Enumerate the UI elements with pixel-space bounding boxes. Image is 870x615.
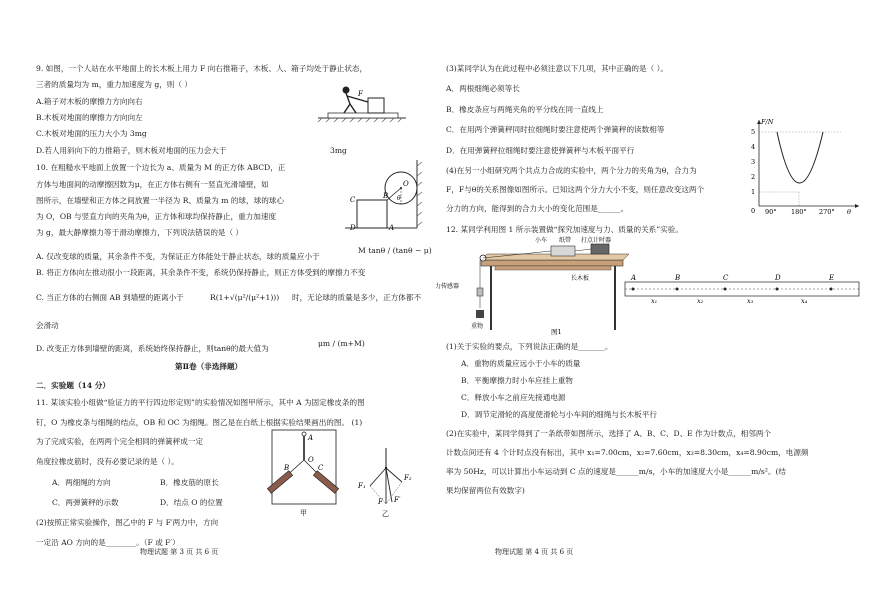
q11-jia-label-c: C bbox=[318, 464, 324, 472]
q10-option-a-formula: M tanθ / (tanθ − μ) bbox=[358, 246, 432, 255]
tape-label-b: B bbox=[675, 274, 681, 282]
q11-option-a: A．两细绳的方向 bbox=[52, 478, 111, 487]
q9-figure bbox=[318, 82, 408, 122]
q10-stem-5: 为 g，最大静摩擦力等于滑动摩擦力，下列说法错误的是（ ） bbox=[36, 228, 244, 237]
q11-part4-line2: F，F与θ的关系图像如图所示。已知这两个分力大小不变，则任意改变这两个 bbox=[446, 185, 705, 194]
tape-figure bbox=[625, 270, 861, 304]
q12-stem: 12. 某同学利用图 1 所示装置做“探究加速度与力、质量的关系”实验。 bbox=[446, 225, 683, 234]
q12-apparatus-figure bbox=[435, 237, 631, 336]
q11-part4-line3: 分力的方向，能得到的合力大小的变化范围是______。 bbox=[446, 204, 629, 213]
tape-label-e: E bbox=[829, 274, 835, 282]
q10-option-a: A. 仅改变球的质量，其余条件不变，为保证正方体能处于静止状态，球的质量应小于 bbox=[36, 252, 320, 261]
tape-label-c: C bbox=[723, 274, 729, 282]
f-theta-curve bbox=[777, 132, 823, 183]
q11-fig-yi-caption: 乙 bbox=[382, 510, 389, 518]
q11-yi-label-f1: F₁ bbox=[358, 482, 366, 490]
graph-x-tick-270: 270° bbox=[819, 208, 835, 216]
q12-part2-line1: (2)在实验中，某同学得到了一条纸带如图所示，选择了 A、B、C、D、E 作为计数点，相邻两个 bbox=[446, 429, 772, 438]
q11-yi-label-f: F bbox=[378, 498, 383, 506]
label-tape: 纸带 bbox=[559, 237, 572, 244]
q11-stem-1: 11. 某该实验小组做“验证力的平行四边形定则”的实验情况如图甲所示，其中 A 为固定橡皮条的图 bbox=[36, 398, 365, 407]
graph-x-tick-90: 90° bbox=[765, 208, 777, 216]
section-two-heading: 二．实验题（14 分） bbox=[36, 381, 110, 390]
q10-figure bbox=[345, 160, 425, 232]
q10-label-a: A bbox=[389, 224, 395, 232]
q11-figure-yi bbox=[352, 442, 422, 516]
q10-label-theta: θ bbox=[397, 195, 401, 202]
q10-option-d-formula: μm / (m+M) bbox=[318, 339, 365, 348]
q10-option-d: D. 改变正方体到墙壁的距离，系统始终保持静止，则tanθ的最大值为 bbox=[36, 344, 269, 353]
label-cart: 小车 bbox=[535, 237, 548, 244]
q12-part2-line2: 计数点间还有 4 个计时点没有标出，其中 x₁=7.00cm，x₂=7.60cm，x₃=8.30cm，x₄=8.90cm，电源频 bbox=[446, 448, 809, 457]
graph-y-tick-4: 4 bbox=[751, 143, 756, 151]
q11-jia-label-o: O bbox=[308, 456, 314, 464]
graph-y-tick-1: 1 bbox=[751, 188, 756, 196]
q9-option-a: A.箱子对木板的摩擦力方向向右 bbox=[36, 97, 143, 106]
q11-stem-4: 角度拉橡皮筋时，没有必要记录的是（ ）。 bbox=[36, 457, 179, 466]
q9-stem-2: 三者的质量均为 m，重力加速度为 g，则（ ） bbox=[36, 80, 192, 89]
q11-figure-jia bbox=[264, 428, 344, 516]
q9-stem-1: 9. 如图，一个人站在水平地面上的长木板上用力 F 向右推箱子，木板、人、箱子均处于静止状态， bbox=[36, 64, 368, 73]
q10-label-b: B bbox=[383, 192, 389, 200]
q11-part3-option-c: C．在用两个弹簧秤同时拉细绳时要注意使两个弹簧秤的读数相等 bbox=[446, 125, 665, 134]
q11-part3-option-d: D．在用弹簧秤拉细绳时要注意使弹簧秤与木板平面平行 bbox=[446, 146, 635, 155]
q12-part2-line3: 率为 50Hz，可以计算出小车运动到 C 点的速度是______m/s，小车的加速度大小是______m/s²。(结 bbox=[446, 467, 787, 476]
f-theta-graph bbox=[743, 116, 863, 216]
q11-part2-line1: (2)按照正常实验操作，图乙中的 F 与 F′两力中，方向 bbox=[36, 518, 219, 527]
graph-y-tick-2: 2 bbox=[751, 173, 756, 181]
q11-part3-option-b: B．橡皮条应与两绳夹角的平分线在同一直线上 bbox=[446, 105, 604, 114]
q11-stem-2: 钉，O 为橡皮条与细绳的结点，OB 和 OC 为细绳。图乙是在白纸上根据实验结果画出的图。 (1) bbox=[36, 418, 363, 427]
q9-option-c: C.木板对地面的压力大小为 3mg bbox=[36, 129, 147, 138]
q9-option-b: B.木板对地面的摩擦力方向向左 bbox=[36, 113, 143, 122]
label-plank: 长木板 bbox=[571, 275, 590, 282]
q10-stem-1: 10. 在粗糙水平地面上放置一个边长为 a、质量为 M 的正方体 ABCD，正 bbox=[36, 163, 286, 172]
q11-option-d: D．结点 O 的位置 bbox=[160, 498, 223, 507]
q10-option-c-wrap: 会滑动 bbox=[36, 321, 59, 330]
q11-fig-jia-caption: 甲 bbox=[300, 509, 307, 517]
q11-part2-line2: 一定沿 AO 方向的是________。（F 或 F′） bbox=[36, 538, 180, 547]
tape-x1: x₁ bbox=[651, 297, 658, 305]
tape-label-a: A bbox=[631, 274, 637, 282]
q9-force-label: F bbox=[358, 90, 363, 98]
graph-x-tick-180: 180° bbox=[791, 208, 807, 216]
fig1-caption: 图1 bbox=[551, 328, 562, 336]
part-two-heading: 第Ⅱ卷（非选择题） bbox=[175, 362, 243, 371]
q11-part3-option-a: A．两根细绳必须等长 bbox=[446, 84, 520, 93]
q10-option-c: C. 当正方体的右侧面 AB 到墙壁的距离小于 bbox=[36, 293, 184, 302]
tape-x2: x₂ bbox=[697, 297, 704, 305]
tape-x4: x₄ bbox=[801, 297, 808, 305]
label-timer: 打点计时器 bbox=[581, 237, 612, 244]
graph-y-label: F/N bbox=[761, 118, 774, 126]
left-footer: 物理试题 第 3 页 共 6 页 bbox=[140, 548, 219, 556]
graph-x-label: θ bbox=[847, 208, 851, 216]
q12-part1-stem: (1)关于实验的要点，下列说法正确的是_______。 bbox=[446, 342, 613, 351]
q11-yi-label-fprime: F′ bbox=[394, 496, 401, 504]
q12-option-a: A．重物的质量应远小于小车的质量 bbox=[461, 359, 581, 368]
q9-option-d-tail: 3mg bbox=[330, 146, 347, 155]
tape-label-d: D bbox=[775, 274, 781, 282]
q10-label-d: D bbox=[350, 224, 356, 232]
q10-label-c: C bbox=[350, 196, 356, 204]
q11-jia-label-b: B bbox=[284, 464, 290, 472]
q10-label-o: O bbox=[403, 180, 409, 188]
q12-option-b: B．平衡摩擦力时小车应挂上重物 bbox=[461, 376, 573, 385]
q12-option-c: C．释放小车之前应先接通电源 bbox=[461, 393, 566, 402]
q11-jia-label-a: A bbox=[308, 434, 314, 442]
q10-stem-4: 为 O，OB 与竖直方向的夹角为θ，正方体和球均保持静止，重力加速度 bbox=[36, 212, 277, 221]
q10-stem-3: 图所示，在墙壁和正方体之间放置一半径为 R、质量为 m 的球，球的球心 bbox=[36, 196, 284, 205]
q10-stem-2: 方体与地面间的动摩擦因数为μ，在正方体右侧有一竖直光滑墙壁，如 bbox=[36, 180, 269, 189]
q11-stem-3: 为了完成实验，在两两个完全相同的弹簧秤成一定 bbox=[36, 437, 204, 446]
q12-option-d: D．调节定滑轮的高度使滑轮与小车间的细绳与长木板平行 bbox=[461, 410, 657, 419]
q11-part4-line1: (4)在另一小组研究两个共点力合成的实验中，两个分力的夹角为θ，合力为 bbox=[446, 166, 697, 175]
q11-yi-label-f2: F₂ bbox=[404, 474, 412, 482]
right-page bbox=[435, 0, 870, 615]
right-footer: 物理试题 第 4 页 共 6 页 bbox=[495, 548, 574, 556]
tape-x3: x₃ bbox=[747, 297, 754, 305]
label-weight: 重物 bbox=[471, 323, 484, 330]
graph-y-tick-5: 5 bbox=[751, 128, 756, 136]
graph-y-tick-0: 0 bbox=[751, 207, 756, 215]
q12-part2-line4: 果均保留两位有效数字) bbox=[446, 486, 525, 495]
q10-option-c-tail: 时，无论球的质量是多少，正方体都不 bbox=[292, 293, 422, 302]
q10-option-c-formula: R(1+√(μ²/(μ²+1))) bbox=[210, 293, 280, 302]
label-force-sensor: 力传感器 bbox=[435, 283, 460, 290]
graph-y-tick-3: 3 bbox=[751, 158, 756, 166]
q11-option-c: C．两弹簧秤的示数 bbox=[52, 498, 119, 507]
q10-option-b: B. 将正方体向左推动很小一段距离，其余条件不变，系统仍保持静止，则正方体受到的摩擦力不变 bbox=[36, 268, 366, 277]
q11-part3-stem: (3)某同学认为在此过程中必须注意以下几项，其中正确的是（ ）。 bbox=[446, 64, 668, 73]
q9-option-d: D.若人用斜向下的力推箱子，则木板对地面的压力会大于 bbox=[36, 146, 227, 155]
q11-option-b: B．橡皮筋的原长 bbox=[160, 478, 219, 487]
